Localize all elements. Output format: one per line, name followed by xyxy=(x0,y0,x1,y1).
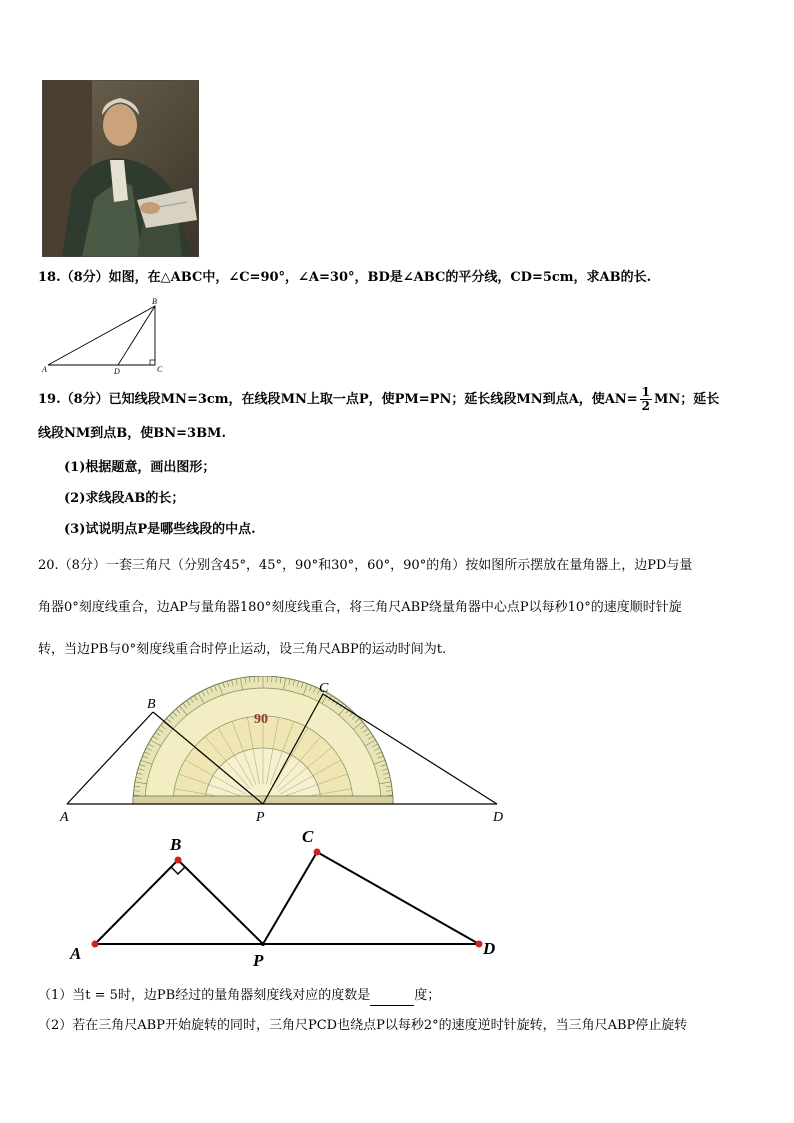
answer-blank[interactable] xyxy=(370,991,414,1006)
q20-line2: 角器0°刻度线重合，边AP与量角器180°刻度线重合，将三角尺ABP绕量角器中心点P以每秒10°的速度顺时针旋 xyxy=(38,600,682,615)
fig1-label-c: C xyxy=(319,681,329,696)
q19-sub2: (2)求线段AB的长； xyxy=(64,491,185,506)
fig2-label-a: A xyxy=(70,944,82,963)
fig2-label-d: D xyxy=(483,939,496,958)
q19-line2: 线段NM到点B，使BN=3BM. xyxy=(38,426,226,441)
q19-sub1: (1)根据题意，画出图形； xyxy=(64,460,216,475)
fig1-label-d: D xyxy=(493,810,504,825)
fig2-label-p: P xyxy=(253,951,264,970)
q20-line3: 转，当边PB与0°刻度线重合时停止运动，设三角尺ABP的运动时间为t. xyxy=(38,642,447,657)
q19-sub3: (3)试说明点P是哪些线段的中点. xyxy=(64,522,256,537)
q18-label-d: D xyxy=(114,367,120,374)
q18-text: 18.（8分）如图，在△ABC中，∠C=90°，∠A=30°，BD是∠ABC的平分线，CD=5cm，求AB的长. xyxy=(38,270,652,285)
fig1-label-a: A xyxy=(60,810,69,825)
protractor-90-label: 90 xyxy=(254,712,268,727)
fig1-label-b: B xyxy=(147,697,156,712)
q18-triangle-figure xyxy=(40,296,170,374)
q20-part1: （1）当t = 5时，边PB经过的量角器刻度线对应的度数是 度； xyxy=(38,986,440,1006)
fig2-label-c: C xyxy=(302,827,314,846)
q20-protractor-figure xyxy=(55,676,525,826)
q20-line1: 20.（8分）一套三角尺（分别含45°，45°，90°和30°，60°，90°的角）按如图所示摆放在量角器上，边PD与量 xyxy=(38,558,693,573)
q20-setsquares-figure xyxy=(65,822,515,972)
q18-label-b: B xyxy=(152,297,157,306)
q19-line1: 19.（8分）已知线段MN=3cm，在线段MN上取一点P，使PM=PN；延长线段MN到点A，使AN= $\frac{1}{2}$ MN；延长 xyxy=(38,385,720,413)
portrait-image xyxy=(42,80,199,257)
fig2-label-b: B xyxy=(170,835,182,854)
q18-label-a: A xyxy=(42,365,47,374)
fig1-label-p: P xyxy=(256,810,265,825)
one-half-fraction: $\frac{1}{2}$ xyxy=(641,385,650,413)
q18-label-c: C xyxy=(157,365,163,374)
q20-part2: （2）若在三角尺ABP开始旋转的同时，三角尺PCD也绕点P以每秒2°的速度逆时针旋转，当三角尺ABP停止旋转 xyxy=(38,1018,688,1033)
